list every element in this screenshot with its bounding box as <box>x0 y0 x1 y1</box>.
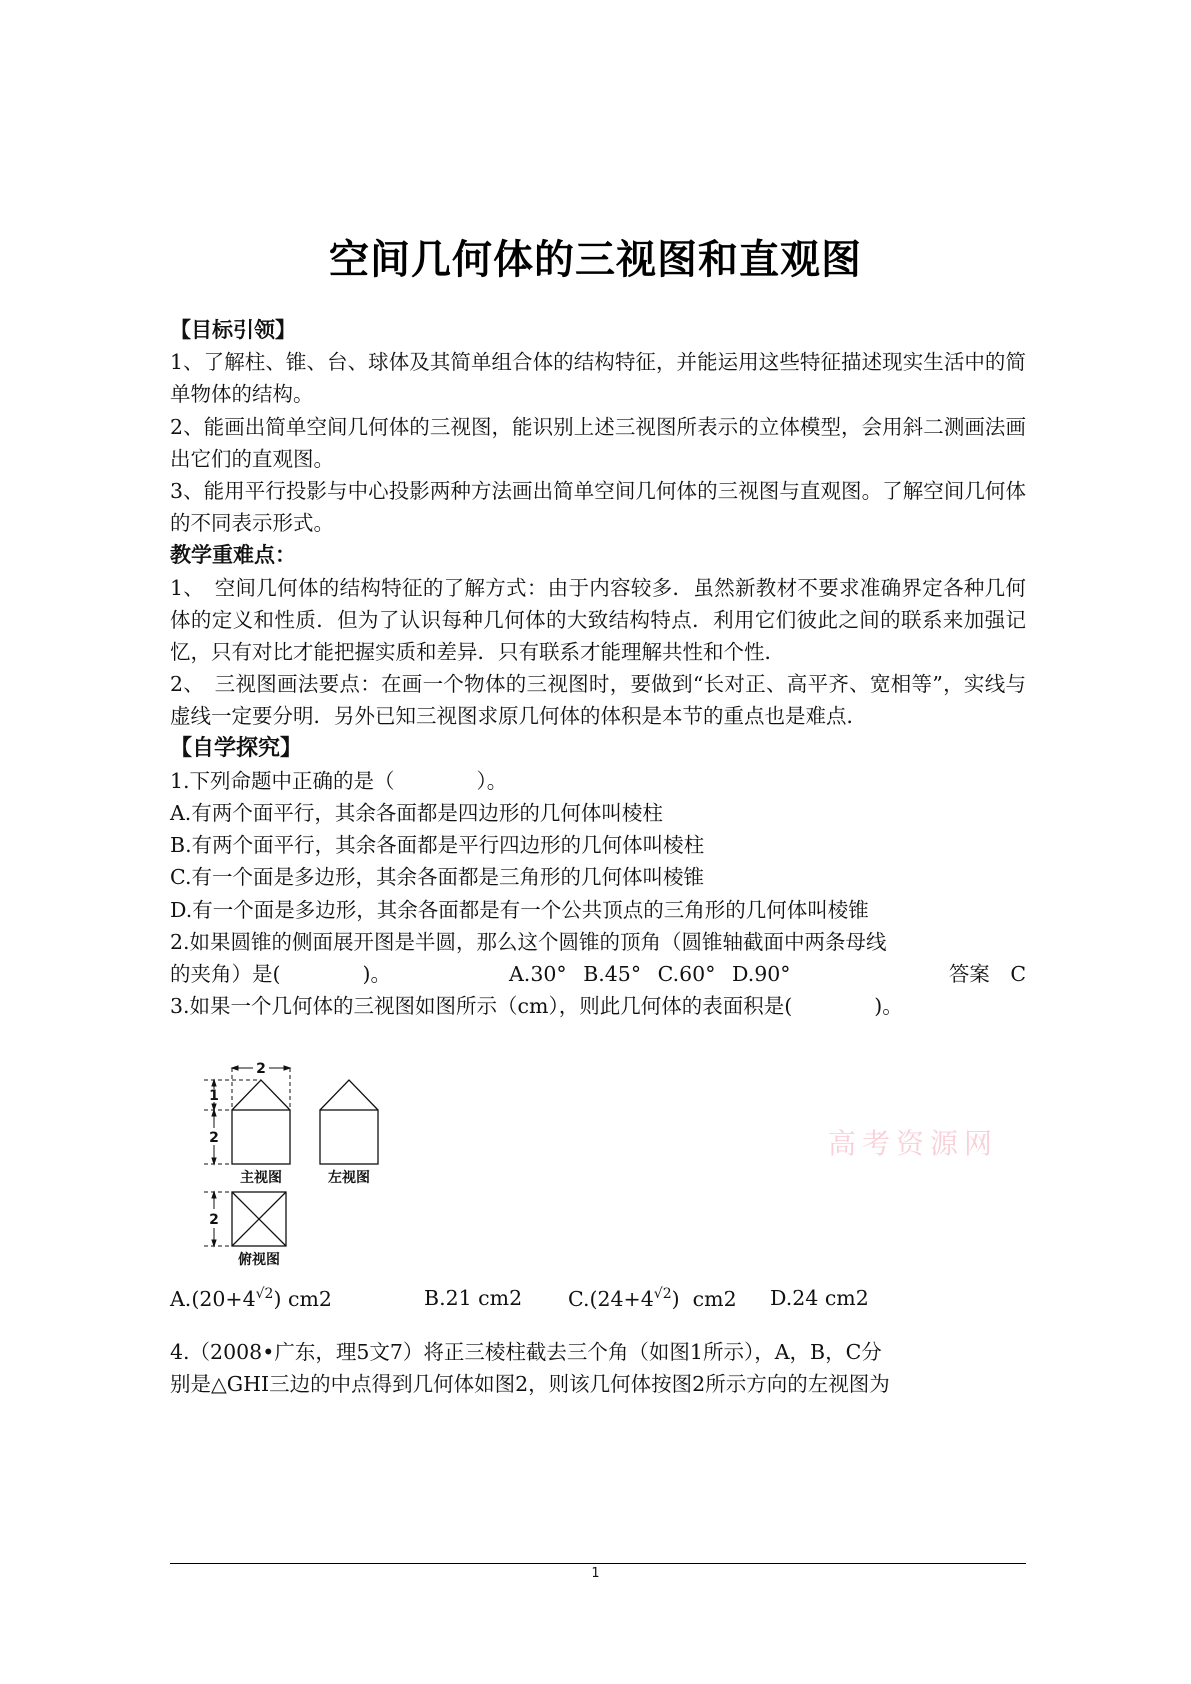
top-view-label: 俯视图 <box>238 1252 280 1268</box>
three-view-figure <box>190 1062 420 1282</box>
q1-option-d: D.有一个面是多边形，其余各面都是有一个公共顶点的三角形的几何体叫棱锥 <box>170 897 869 922</box>
top-view-shape <box>232 1192 286 1246</box>
document-body <box>170 314 1026 1022</box>
footer-divider <box>170 1563 1026 1564</box>
objective-item: 3、能用平行投影与中心投影两种方法画出简单空间几何体的三视图与直观图。了解空间几何体的不同表示形式。 <box>170 479 1026 536</box>
q2-option-c: C.60° <box>657 962 716 987</box>
q4-line1: 4.（2008•广东，理5文7）将正三棱柱截去三个角（如图1所示），A，B，C分 <box>170 1340 882 1364</box>
difficulty-item: 1、 空间几何体的结构特征的了解方式：由于内容较多．虽然新教材不要求准确界定各种几何体的定义和性质．但为了认识每种几何体的大致结构特点．利用它们彼此之间的联系来加强记忆，只有对比才能把握实质和差异．只有联系才能理解共性和个性． <box>170 575 1026 665</box>
side-view-shape <box>320 1080 378 1164</box>
dim-roof-height-label: 1 <box>209 1088 219 1104</box>
objective-item: 1、了解柱、锥、台、球体及其简单组合体的结构特征，并能运用这些特征描述现实生活中的简单物体的结构。 <box>170 350 1026 407</box>
front-view-roof <box>232 1080 290 1110</box>
q2-options <box>509 958 801 990</box>
difficulties-heading: 教学重难点： <box>170 543 296 568</box>
q4-line2: 别是△GHI三边的中点得到几何体如图2，则该几何体按图2所示方向的左视图为 <box>170 1372 890 1397</box>
q3-stem: 3.如果一个几何体的三视图如图所示（cm），则此几何体的表面积是( )。 <box>170 994 903 1019</box>
page-number: 1 <box>591 1566 600 1581</box>
q3-option-d: D.24 cm2 <box>770 1286 869 1310</box>
dim-width-label: 2 <box>256 1061 266 1077</box>
q1-option-b: B.有两个面平行，其余各面都是平行四边形的几何体叫棱柱 <box>170 833 705 858</box>
three-view-drawing <box>190 1062 420 1282</box>
q1-stem: 1.下列命题中正确的是（ ）。 <box>170 768 508 793</box>
q2-stem-line2: 的夹角）是( )。 <box>170 962 391 987</box>
q2-answer-label: 答案 <box>948 962 990 987</box>
q4 <box>170 1336 1026 1400</box>
front-view-dashed-guides <box>204 1068 290 1164</box>
q1-option-c: C.有一个面是多边形，其余各面都是三角形的几何体叫棱锥 <box>170 865 704 890</box>
q2-answer-value: C <box>1010 962 1026 987</box>
q3-option-a: $A.(20+4^{√2})$ cm2 <box>170 1286 332 1311</box>
side-view-label: 左视图 <box>328 1170 370 1186</box>
q3-option-c: $C.(24+4^{√2})$ cm2 <box>568 1286 737 1311</box>
difficulty-item: 2、 三视图画法要点：在画一个物体的三视图时，要做到“长对正、高平齐、宽相等”，实线与虚线一定要分明．另外已知三视图求原几何体的体积是本节的重点也是难点． <box>170 672 1026 729</box>
document-title: 空间几何体的三视图和直观图 <box>329 237 862 283</box>
dim-depth-label: 2 <box>209 1212 219 1228</box>
q3-option-b: B.21 cm2 <box>424 1286 523 1310</box>
q2-options-row <box>170 958 1026 990</box>
q1-option-a: A.有两个面平行，其余各面都是四边形的几何体叫棱柱 <box>170 801 663 826</box>
watermark: 高考资源网 <box>828 1127 999 1160</box>
front-view-label: 主视图 <box>240 1170 282 1186</box>
sqrt-icon: √2 <box>653 1286 672 1302</box>
q2-option-a: A.30° <box>509 962 567 987</box>
sqrt-icon: √2 <box>255 1286 274 1302</box>
dim-body-height-label: 2 <box>209 1130 219 1146</box>
self-study-heading: 【自学探究】 <box>170 735 303 761</box>
q2-answer <box>949 958 1026 990</box>
front-view-body <box>232 1110 290 1164</box>
q2-stem-line1: 2.如果圆锥的侧面展开图是半圆，那么这个圆锥的顶角（圆锥轴截面中两条母线 <box>170 929 887 954</box>
q2-option-b: B.45° <box>583 962 642 987</box>
objectives-heading: 【目标引领】 <box>170 318 296 342</box>
front-view-shape <box>232 1080 290 1164</box>
q2-option-d: D.90° <box>731 962 791 987</box>
objective-item: 2、能画出简单空间几何体的三视图，能识别上述三视图所表示的立体模型，会用斜二测画法画出它们的直观图。 <box>170 414 1026 471</box>
